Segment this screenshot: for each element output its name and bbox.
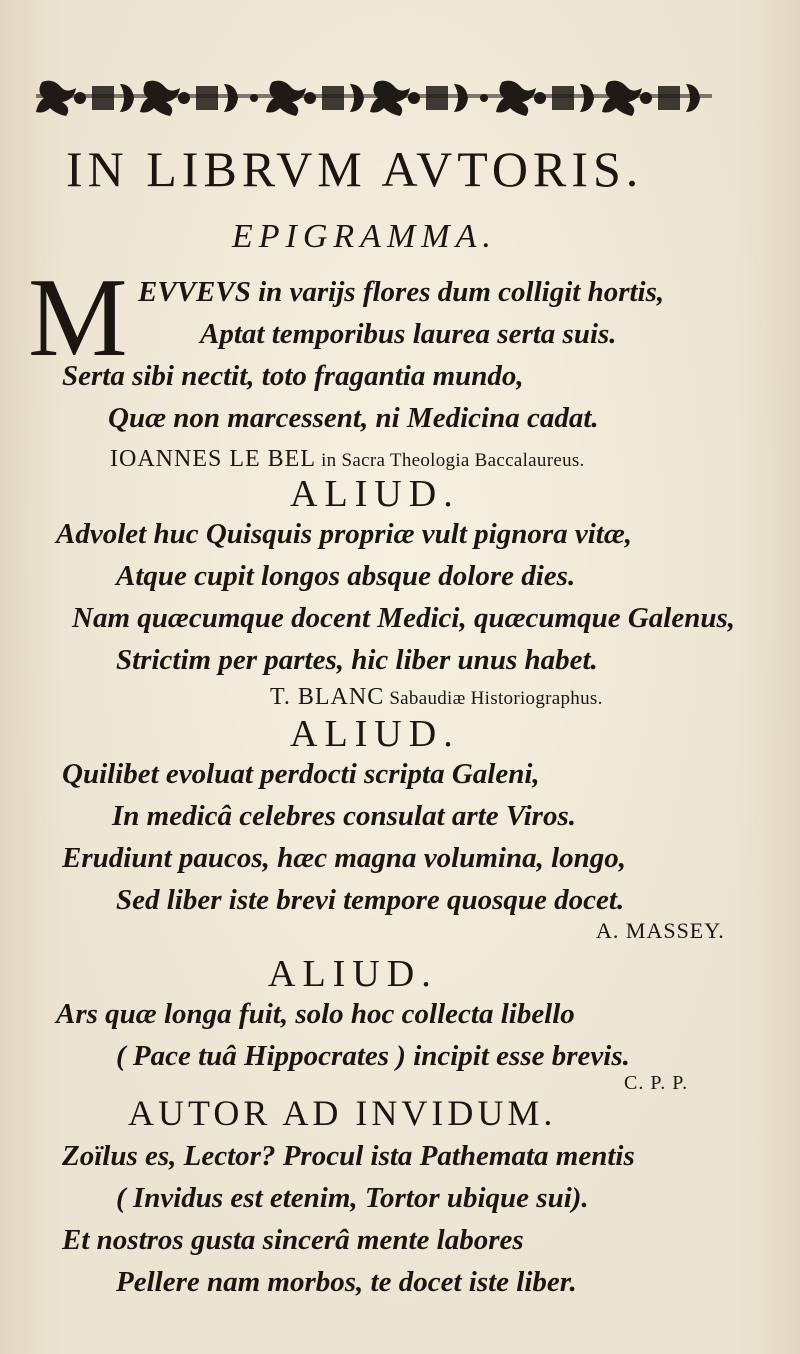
- section-heading: AUTOR AD INVIDUM.: [128, 1093, 557, 1133]
- verse-line: Zoïlus es, Lector? Procul ista Pathemata mentis: [62, 1140, 635, 1172]
- epigram-signature: [270, 684, 603, 711]
- verse-line: Et nostros gusta sincerâ mente labores: [62, 1224, 524, 1256]
- verse-line: Erudiunt paucos, hæc magna volumina, longo,: [62, 842, 627, 874]
- drop-capital: M: [28, 256, 128, 380]
- verse-line: ( Invidus est etenim, Tortor ubique sui).: [116, 1182, 589, 1214]
- verse-line: Sed liber iste brevi tempore quosque docet.: [116, 884, 625, 916]
- verse-line: Strictim per partes, hic liber unus habet.: [116, 644, 598, 676]
- author-title: in Sacra Theologia Baccalaureus.: [321, 450, 585, 471]
- author-name: T. BLANC: [270, 684, 385, 710]
- ornamental-headpiece-icon: [36, 76, 712, 120]
- verse-line: Pellere nam morbos, te docet iste liber.: [116, 1266, 577, 1298]
- epigram-heading: EPIGRAMMA.: [232, 218, 497, 255]
- verse-line: Ars quæ longa fuit, solo hoc collecta libello: [56, 998, 575, 1030]
- verse-line: Atque cupit longos absque dolore dies.: [116, 560, 576, 592]
- verse-line: Advolet huc Quisquis propriæ vult pignora vitæ,: [56, 518, 633, 550]
- section-heading: ALIUD.: [290, 473, 460, 515]
- verse-line: Nam quæcumque docent Medici, quæcumque Galenus,: [72, 602, 735, 634]
- verse-line: Aptat temporibus laurea serta suis.: [200, 318, 617, 350]
- author-title: Sabaudiæ Historiographus.: [389, 688, 603, 709]
- verse-line: In medicâ celebres consulat arte Viros.: [112, 800, 576, 832]
- author-name: IOANNES LE BEL: [110, 446, 316, 472]
- verse-line: Quæ non marcessent, ni Medicina cadat.: [108, 402, 599, 434]
- epigram-signature: [110, 446, 585, 473]
- author-name: A. MASSEY.: [596, 918, 725, 943]
- section-heading: ALIUD.: [268, 953, 438, 995]
- section-heading: ALIUD.: [290, 713, 460, 755]
- verse-line: Quilibet evoluat perdocti scripta Galeni,: [62, 758, 540, 790]
- author-name: C. P. P.: [624, 1072, 689, 1094]
- verse-line: Serta sibi nectit, toto fragantia mundo,: [62, 360, 524, 392]
- verse-line: EVVEVS in varijs flores dum colligit hortis,: [138, 276, 665, 308]
- page-title: IN LIBRVM AVTORIS.: [66, 141, 644, 197]
- verse-line: ( Pace tuâ Hippocrates ) incipit esse brevis.: [116, 1040, 630, 1072]
